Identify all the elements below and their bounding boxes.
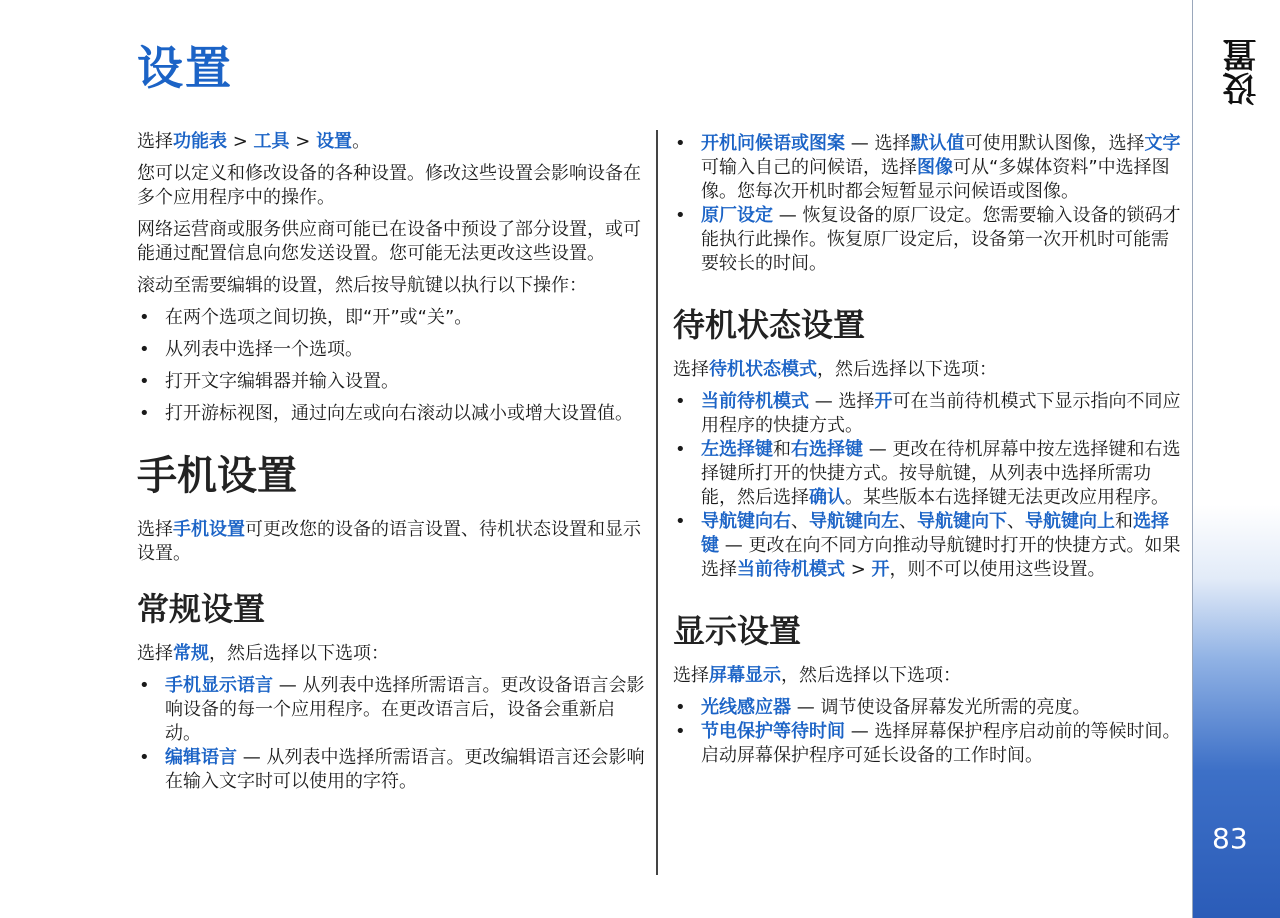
option-nav-left[interactable]: 导航键向左 — [809, 511, 899, 532]
intro-rest: ，然后选择以下选项： — [817, 359, 997, 380]
option-light-sensor[interactable]: 光线感应器 — [701, 697, 791, 718]
list-item-text: 在两个选项之间切换，即“开”或“关”。 — [165, 307, 473, 328]
path-prefix: 选择 — [137, 131, 173, 152]
bullet: • — [675, 133, 686, 154]
general-settings-intro — [137, 642, 647, 666]
intro-prefix: 选择 — [673, 665, 709, 686]
intro-prefix: 选择 — [137, 643, 173, 664]
option-description: — 调节使设备屏幕发光所需的亮度。 — [791, 697, 1091, 718]
option-active-standby-link[interactable]: 当前待机模式 — [737, 559, 845, 580]
list-item — [137, 674, 647, 746]
option-nav-right[interactable]: 导航键向右 — [701, 511, 791, 532]
option-left-selection-key[interactable]: 左选择键 — [701, 439, 773, 460]
option-description: — 选择屏幕保护程序启动前的等候时间。启动屏幕保护程序可延长设备的工作时间。 — [701, 721, 1181, 766]
intro-paragraph: 您可以定义和修改设备的各种设置。修改这些设置会影响设备在多个应用程序中的操作。 — [137, 163, 641, 208]
scroll-paragraph: 滚动至需要编辑的设置，然后按导航键以执行以下操作： — [137, 275, 587, 296]
path-end: 。 — [352, 131, 371, 152]
path-separator: > — [227, 131, 254, 152]
bullet: • — [675, 205, 686, 226]
bullet: • — [675, 697, 686, 718]
option-phone-language[interactable]: 手机显示语言 — [165, 675, 273, 696]
list-item — [137, 746, 647, 794]
right-column — [673, 132, 1183, 776]
path-separator: > — [289, 131, 317, 152]
option-factory-settings[interactable]: 原厂设定 — [701, 205, 773, 226]
intro-prefix: 选择 — [137, 519, 173, 540]
option-text: 和 — [1115, 511, 1133, 532]
standby-settings-intro — [673, 358, 1183, 382]
option-text: 可从“多媒体资料”中选择图像。您每次开机时都会短暂显示问候语或图像。 — [701, 157, 1170, 202]
option-on[interactable]: 开 — [874, 391, 893, 412]
column-divider — [656, 130, 658, 875]
phone-settings-heading: 手机设置 — [137, 453, 297, 499]
standby-mode-link[interactable]: 待机状态模式 — [709, 359, 817, 380]
option-active-standby[interactable]: 当前待机模式 — [701, 391, 809, 412]
list-item — [673, 510, 1183, 582]
list-item — [673, 438, 1183, 510]
bullet: • — [139, 675, 150, 696]
list-item-text: 打开游标视图，通过向左或向右滚动以减小或增大设置值。 — [165, 403, 633, 424]
option-right-selection-key[interactable]: 右选择键 — [791, 439, 863, 460]
bullet: • — [139, 403, 150, 424]
option-power-saver-timeout[interactable]: 节电保护等待时间 — [701, 721, 845, 742]
list-item — [137, 402, 647, 426]
display-options-list — [673, 696, 1183, 768]
separator: 、 — [899, 511, 917, 532]
general-options-list — [137, 674, 647, 794]
path-item-function-table[interactable]: 功能表 — [173, 131, 227, 152]
path-item-tools[interactable]: 工具 — [253, 131, 290, 152]
option-selection-key[interactable]: 选择键 — [701, 511, 1169, 556]
list-item — [137, 370, 647, 394]
general-options-continued — [673, 132, 1183, 276]
separator: 、 — [791, 511, 809, 532]
intro-rest: ，然后选择以下选项： — [781, 665, 961, 686]
bullet: • — [139, 307, 150, 328]
option-text-link[interactable]: 文字 — [1144, 133, 1181, 154]
option-nav-up[interactable]: 导航键向上 — [1025, 511, 1115, 532]
menu-path — [137, 130, 647, 154]
option-writing-language[interactable]: 编辑语言 — [165, 747, 237, 768]
list-item — [673, 696, 1183, 720]
bullet: • — [139, 339, 150, 360]
intro-rest: ，然后选择以下选项： — [209, 643, 389, 664]
standby-settings-heading: 待机状态设置 — [673, 306, 866, 344]
option-description: — 从列表中选择所需语言。更改设备语言会影响设备的每一个应用程序。在更改语言后，设备会重新启动。 — [165, 675, 645, 744]
list-item — [137, 338, 647, 362]
option-text: 可在当前待机模式下显示指向不同应用程序的快捷方式。 — [701, 391, 1181, 436]
option-text: 可输入自己的问候语，选择 — [701, 157, 917, 178]
standby-options-list — [673, 390, 1183, 582]
list-item — [137, 306, 647, 330]
bullet: • — [675, 721, 686, 742]
option-welcome-note[interactable]: 开机问候语或图案 — [701, 133, 845, 154]
bullet: • — [675, 391, 686, 412]
option-description: — 恢复设备的原厂设定。您需要输入设备的锁码才能执行此操作。恢复原厂设定后，设备第一次开机时可能需要较长的时间。 — [701, 205, 1181, 274]
action-list — [137, 306, 647, 426]
option-text: 和 — [773, 439, 791, 460]
intro-rest: 可更改您的设备的语言设置、待机状态设置和显示设置。 — [137, 519, 641, 564]
option-confirm[interactable]: 确认 — [809, 487, 845, 508]
option-default[interactable]: 默认值 — [910, 133, 965, 154]
side-tab-bar — [1192, 0, 1280, 918]
bullet: • — [139, 747, 150, 768]
general-settings-heading: 常规设置 — [137, 590, 266, 628]
list-item — [673, 720, 1183, 768]
option-text: ，则不可以使用这些设置。 — [889, 559, 1106, 580]
intro-prefix: 选择 — [673, 359, 709, 380]
phone-settings-intro — [137, 518, 647, 566]
option-nav-down[interactable]: 导航键向下 — [917, 511, 1007, 532]
page-title: 设置 — [137, 41, 233, 95]
option-text: — 选择 — [845, 133, 911, 154]
option-on[interactable]: 开 — [871, 559, 890, 580]
side-section-label: 设置 — [1223, 38, 1263, 106]
path-separator: > — [845, 559, 872, 580]
left-column — [137, 130, 647, 802]
list-item — [673, 204, 1183, 276]
display-link[interactable]: 屏幕显示 — [709, 665, 781, 686]
option-image-link[interactable]: 图像 — [917, 157, 953, 178]
list-item-text: 从列表中选择一个选项。 — [165, 339, 363, 360]
list-item — [673, 390, 1183, 438]
list-item-text: 打开文字编辑器并输入设置。 — [165, 371, 399, 392]
general-link[interactable]: 常规 — [173, 643, 209, 664]
option-text: 可使用默认图像，选择 — [964, 133, 1145, 154]
display-settings-heading: 显示设置 — [673, 612, 802, 650]
bullet: • — [675, 439, 686, 460]
option-text: 。某些版本右选择键无法更改应用程序。 — [845, 487, 1169, 508]
operator-paragraph: 网络运营商或服务供应商可能已在设备中预设了部分设置，或可能通过配置信息向您发送设置。您可能无法更改这些设置。 — [137, 219, 641, 264]
phone-settings-link[interactable]: 手机设置 — [173, 519, 245, 540]
display-settings-intro — [673, 664, 1183, 688]
bullet: • — [675, 511, 686, 532]
path-item-settings[interactable]: 设置 — [316, 131, 353, 152]
bullet: • — [139, 371, 150, 392]
option-text: — 选择 — [809, 391, 875, 412]
separator: 、 — [1007, 511, 1025, 532]
option-description: — 从列表中选择所需语言。更改编辑语言还会影响在输入文字时可以使用的字符。 — [165, 747, 645, 792]
option-text: — 更改在待机屏幕中按左选择键和右选择键所打开的快捷方式。按导航键，从列表中选择所需功能，然后选择 — [701, 439, 1181, 508]
list-item — [673, 132, 1183, 204]
option-text: — 更改在向不同方向推动导航键时打开的快捷方式。如果选择 — [701, 535, 1181, 580]
page-number: 83 — [1212, 822, 1248, 855]
